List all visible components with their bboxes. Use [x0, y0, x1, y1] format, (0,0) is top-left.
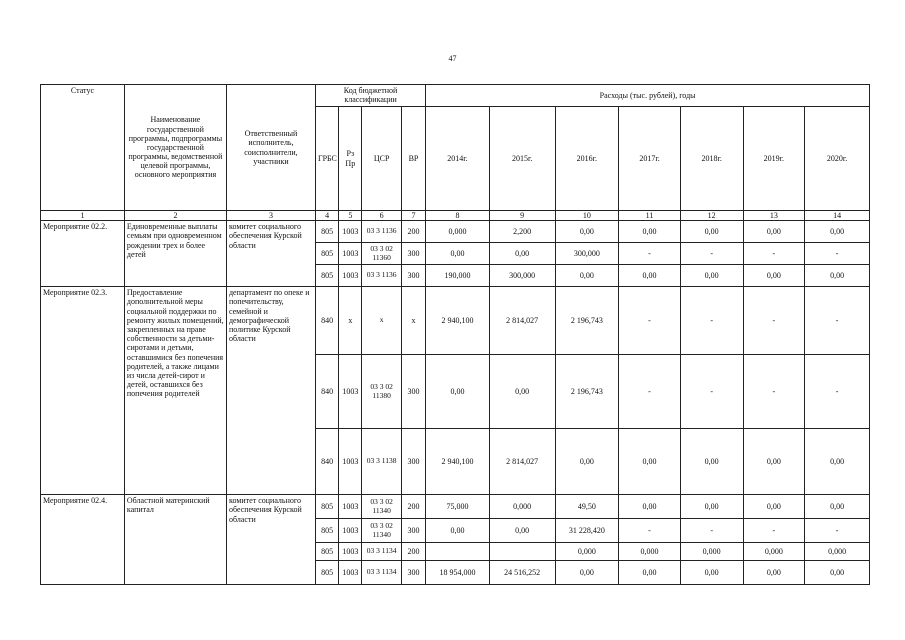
cell-csr: 03 3 1136: [362, 265, 401, 287]
cell-expense: 0,00: [680, 265, 743, 287]
cell-rzpr: 1003: [339, 519, 362, 543]
cell-expense: 0,00: [805, 265, 870, 287]
header-year: 2019г.: [743, 107, 805, 211]
cell-vr: 300: [401, 561, 425, 585]
column-number: 7: [401, 211, 425, 221]
cell-expense: 49,50: [555, 495, 619, 519]
cell-expense: 0,000: [619, 543, 681, 561]
cell-expense: 24 516,252: [489, 561, 555, 585]
cell-expense: 0,00: [489, 243, 555, 265]
column-number: 11: [619, 211, 681, 221]
cell-grbs: 840: [315, 355, 338, 429]
header-status: Статус: [41, 85, 125, 211]
header-year: 2014г.: [426, 107, 490, 211]
cell-expense: 0,00: [805, 495, 870, 519]
column-number: 14: [805, 211, 870, 221]
cell-grbs: 840: [315, 429, 338, 495]
header-year: 2020г.: [805, 107, 870, 211]
cell-expense: -: [680, 519, 743, 543]
cell-expense: 2,200: [489, 221, 555, 243]
cell-grbs: 805: [315, 519, 338, 543]
cell-vr: 300: [401, 355, 425, 429]
column-number: 4: [315, 211, 338, 221]
cell-csr: 03 3 1134: [362, 543, 401, 561]
cell-csr: 03 3 02 11340: [362, 495, 401, 519]
cell-expense: -: [619, 287, 681, 355]
cell-expense: 0,00: [680, 561, 743, 585]
cell-vr: 200: [401, 221, 425, 243]
cell-expense: -: [680, 287, 743, 355]
column-number: 5: [339, 211, 362, 221]
cell-rzpr: х: [339, 287, 362, 355]
cell-expense: 31 228,420: [555, 519, 619, 543]
column-number: 6: [362, 211, 401, 221]
cell-expense: -: [680, 243, 743, 265]
cell-vr: х: [401, 287, 425, 355]
cell-expense: 300,000: [489, 265, 555, 287]
cell-expense: -: [619, 355, 681, 429]
row-name: Областной материнский капитал: [124, 495, 226, 585]
row-name: Предоставление дополнительной меры социальной поддержки по ремонту жилых помещений, закрепленных на праве собственности за детьми-сиротами и детьми, оставшимися без попечения родителей, а также лицами из числа детей-сирот и детей, оставшихся без попечения родителей: [124, 287, 226, 495]
cell-expense: 0,00: [426, 355, 490, 429]
cell-vr: 200: [401, 543, 425, 561]
column-number: 13: [743, 211, 805, 221]
column-number-row: [41, 211, 870, 221]
cell-rzpr: 1003: [339, 543, 362, 561]
cell-expense: 0,00: [555, 265, 619, 287]
row-responsible: департамент по опеке и попечительству, семейной и демографической политике Курской области: [226, 287, 315, 495]
cell-vr: 300: [401, 243, 425, 265]
cell-expense: 0,00: [555, 561, 619, 585]
column-number: 2: [124, 211, 226, 221]
table-row: [41, 287, 870, 355]
cell-expense: 0,00: [805, 429, 870, 495]
cell-grbs: 805: [315, 543, 338, 561]
column-number: 1: [41, 211, 125, 221]
cell-expense: 75,000: [426, 495, 490, 519]
cell-expense: 0,00: [743, 495, 805, 519]
cell-csr: 03 3 1136: [362, 221, 401, 243]
header-year: 2015г.: [489, 107, 555, 211]
column-number: 10: [555, 211, 619, 221]
cell-expense: 0,00: [619, 221, 681, 243]
cell-expense: 0,00: [426, 243, 490, 265]
cell-expense: -: [743, 519, 805, 543]
row-responsible: комитет социального обеспечения Курской области: [226, 495, 315, 585]
cell-expense: -: [619, 243, 681, 265]
cell-expense: 190,000: [426, 265, 490, 287]
cell-expense: 0,000: [555, 543, 619, 561]
cell-grbs: 805: [315, 243, 338, 265]
cell-expense: 0,00: [426, 519, 490, 543]
cell-expense: 0,00: [743, 429, 805, 495]
header-year: 2017г.: [619, 107, 681, 211]
row-status: Мероприятие 02.4.: [41, 495, 125, 585]
cell-expense: 0,00: [743, 221, 805, 243]
cell-expense: 0,00: [555, 221, 619, 243]
cell-grbs: 805: [315, 561, 338, 585]
header-year: 2016г.: [555, 107, 619, 211]
cell-csr: 03 3 1134: [362, 561, 401, 585]
page-number: 47: [448, 54, 457, 63]
cell-expense: 2 940,100: [426, 429, 490, 495]
cell-expense: -: [805, 519, 870, 543]
cell-expense: 0,00: [805, 561, 870, 585]
row-status: Мероприятие 02.2.: [41, 221, 125, 287]
cell-csr: 03 3 02 11380: [362, 355, 401, 429]
header-rzpr: Рз Пр: [339, 107, 362, 211]
row-name: Единовременные выплаты семьям при одновременном рождении трех и более детей: [124, 221, 226, 287]
cell-expense: 2 814,027: [489, 429, 555, 495]
cell-expense: 0,00: [619, 561, 681, 585]
cell-expense: 0,00: [680, 221, 743, 243]
cell-expense: 0,00: [619, 265, 681, 287]
cell-expense: 300,000: [555, 243, 619, 265]
cell-expense: 0,000: [426, 221, 490, 243]
cell-grbs: 805: [315, 221, 338, 243]
table-body: [41, 221, 870, 585]
cell-expense: -: [619, 519, 681, 543]
header-vr: ВР: [401, 107, 425, 211]
cell-expense: 2 814,027: [489, 287, 555, 355]
cell-vr: 200: [401, 495, 425, 519]
cell-grbs: 840: [315, 287, 338, 355]
cell-csr: 03 3 02 11340: [362, 519, 401, 543]
cell-csr: х: [362, 287, 401, 355]
header-year: 2018г.: [680, 107, 743, 211]
cell-rzpr: 1003: [339, 495, 362, 519]
cell-expense: [489, 543, 555, 561]
cell-rzpr: 1003: [339, 243, 362, 265]
cell-rzpr: 1003: [339, 221, 362, 243]
row-status: Мероприятие 02.3.: [41, 287, 125, 495]
cell-expense: 0,00: [619, 495, 681, 519]
cell-expense: 0,00: [743, 265, 805, 287]
column-number: 9: [489, 211, 555, 221]
cell-expense: 0,000: [489, 495, 555, 519]
column-number: 12: [680, 211, 743, 221]
cell-expense: 2 940,100: [426, 287, 490, 355]
cell-vr: 300: [401, 519, 425, 543]
cell-rzpr: 1003: [339, 265, 362, 287]
column-number: 8: [426, 211, 490, 221]
cell-expense: -: [743, 243, 805, 265]
cell-expense: 0,00: [489, 355, 555, 429]
cell-expense: 2 196,743: [555, 287, 619, 355]
cell-expense: 0,000: [805, 543, 870, 561]
cell-vr: 300: [401, 429, 425, 495]
cell-expense: 0,00: [680, 429, 743, 495]
cell-rzpr: 1003: [339, 561, 362, 585]
cell-expense: -: [680, 355, 743, 429]
cell-rzpr: 1003: [339, 355, 362, 429]
cell-expense: -: [743, 355, 805, 429]
cell-grbs: 805: [315, 265, 338, 287]
cell-csr: 03 3 02 11360: [362, 243, 401, 265]
cell-expense: 0,000: [680, 543, 743, 561]
cell-expense: -: [805, 287, 870, 355]
cell-expense: [426, 543, 490, 561]
cell-csr: 03 3 1138: [362, 429, 401, 495]
cell-vr: 300: [401, 265, 425, 287]
header-budget-code: Код бюджетной классификации: [315, 85, 425, 107]
cell-expense: -: [805, 355, 870, 429]
cell-expense: 0,00: [489, 519, 555, 543]
cell-expense: 2 196,743: [555, 355, 619, 429]
header-grbs: ГРБС: [315, 107, 338, 211]
budget-table: [40, 84, 870, 585]
header-expenses: Расходы (тыс. рублей), годы: [426, 85, 870, 107]
table-row: [41, 221, 870, 243]
row-responsible: комитет социального обеспечения Курской области: [226, 221, 315, 287]
cell-expense: 0,00: [680, 495, 743, 519]
cell-expense: 18 954,000: [426, 561, 490, 585]
header-responsible: Ответственный исполнитель, соисполнители, участники: [226, 85, 315, 211]
column-number: 3: [226, 211, 315, 221]
cell-expense: -: [805, 243, 870, 265]
cell-expense: 0,00: [805, 221, 870, 243]
table-row: [41, 495, 870, 519]
header-name: Наименование государственной программы, подпрограммы государственной программы, ведомственной целевой программы, основного мероприятия: [124, 85, 226, 211]
cell-expense: 0,00: [743, 561, 805, 585]
header-csr: ЦСР: [362, 107, 401, 211]
cell-expense: 0,00: [555, 429, 619, 495]
cell-rzpr: 1003: [339, 429, 362, 495]
cell-expense: -: [743, 287, 805, 355]
cell-expense: 0,000: [743, 543, 805, 561]
cell-grbs: 805: [315, 495, 338, 519]
cell-expense: 0,00: [619, 429, 681, 495]
